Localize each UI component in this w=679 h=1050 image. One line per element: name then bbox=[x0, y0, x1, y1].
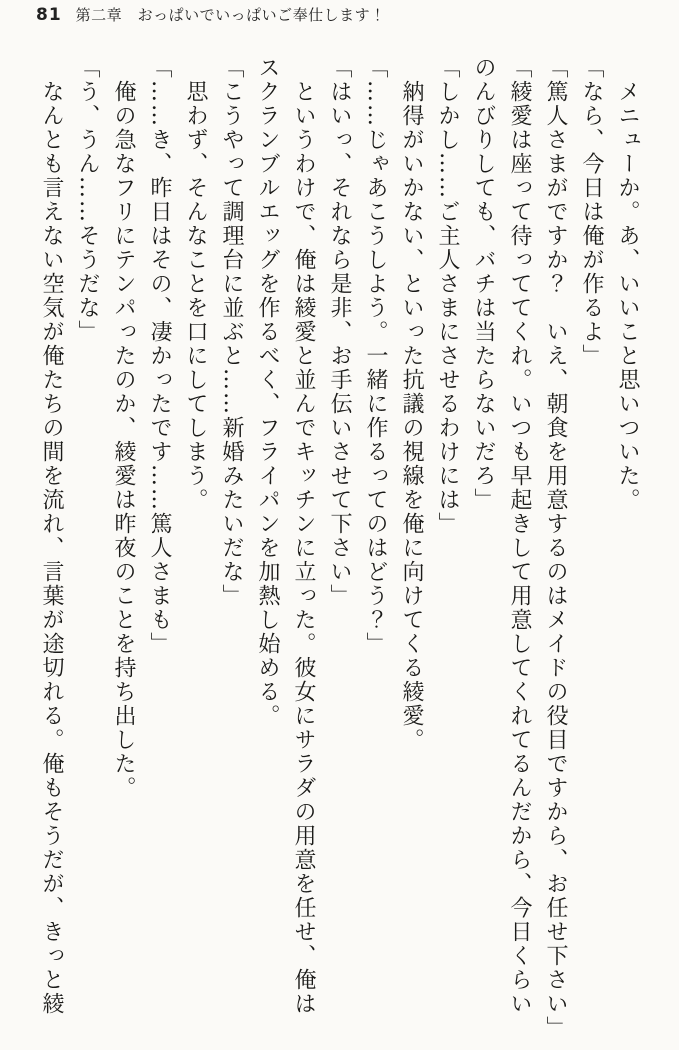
text-line: 思わず、そんなことを口にしてしまう。 bbox=[183, 56, 208, 512]
text-line: 「こうやって調理台に並ぶと……新婚みたいだな」 bbox=[219, 56, 244, 608]
text-line: 「綾愛は座って待っててくれ。いつも早起きして用意してくれてるんだから、今日くらい bbox=[507, 56, 532, 1016]
text-line: 「う、うん……そうだな」 bbox=[75, 56, 100, 344]
text-line: のんびりしても、バチは当たらないだろ」 bbox=[471, 56, 496, 512]
text-line: 俺の急なフリにテンパったのか、綾愛は昨夜のことを持ち出した。 bbox=[111, 56, 136, 800]
text-line: 「しかし……ご主人さまにさせるわけには」 bbox=[435, 56, 460, 536]
text-line: というわけで、俺は綾愛と並んでキッチンに立った。彼女にサラダの用意を任せ、俺は bbox=[291, 56, 316, 1016]
text-line: スクランブルエッグを作るべく、フライパンを加熱し始める。 bbox=[255, 56, 280, 728]
text-line: 「……き、昨日はその、凄かったです……篤人さまも」 bbox=[147, 56, 172, 656]
text-line: 「……じゃあこうしよう。一緒に作るってのはどう？」 bbox=[363, 56, 388, 656]
chapter-title: 第二章 おっぱいでいっぱいご奉仕します！ bbox=[75, 6, 386, 24]
page-number: 81 bbox=[36, 5, 62, 25]
page-body bbox=[33, 56, 645, 1048]
text-line: 「なら、今日は俺が作るよ」 bbox=[579, 56, 604, 368]
text-line: 納得がいかない、といった抗議の視線を俺に向けてくる綾愛。 bbox=[399, 56, 424, 752]
text-line: メニューか。あ、いいこと思いついた。 bbox=[615, 56, 640, 512]
text-line: 「はいっ、それなら是非、お手伝いさせて下さい」 bbox=[327, 56, 352, 608]
text-line: 「篤人さまがですか？ いえ、朝食を用意するのはメイドの役目ですから、お任せ下さい」 bbox=[543, 56, 568, 1040]
text-line: なんとも言えない空気が俺たちの間を流れ、言葉が途切れる。俺もそうだが、きっと綾 bbox=[39, 56, 64, 1016]
page-header bbox=[36, 4, 386, 25]
